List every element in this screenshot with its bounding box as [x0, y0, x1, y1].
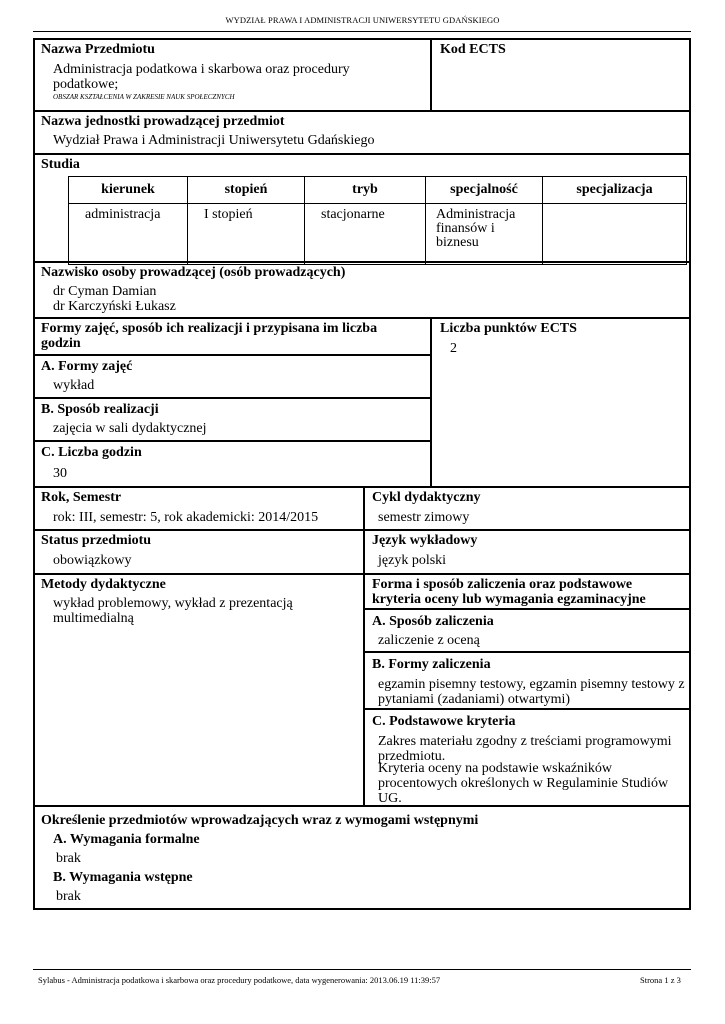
- cycle-label: Cykl dydaktyczny: [372, 490, 481, 505]
- unit-name: Wydział Prawa i Administracji Uniwersytetu Gdańskiego: [53, 133, 375, 148]
- lecturers-label: Nazwisko osoby prowadzącej (osób prowadzących): [41, 265, 346, 280]
- header-rule: [33, 31, 691, 32]
- prerequisites-a-value: brak: [56, 851, 81, 866]
- forms-c-value: 30: [53, 466, 67, 481]
- lecturer-2: dr Karczyński Łukasz: [53, 299, 176, 314]
- assessment-label: Forma i sposób zaliczenia oraz podstawowe kryteria oceny lub wymagania egzaminacyjne: [372, 577, 646, 607]
- cell-tryb: stacjonarne: [305, 204, 426, 265]
- footer-rule: [33, 969, 691, 970]
- status-value: obowiązkowy: [53, 553, 132, 568]
- subject-name-label: Nazwa Przedmiotu: [41, 42, 155, 57]
- forms-b-value: zajęcia w sali dydaktycznej: [53, 421, 207, 436]
- subject-area: OBSZAR KSZTAŁCENIA W ZAKRESIE NAUK SPOŁECZNYCH: [53, 93, 235, 101]
- year-label: Rok, Semestr: [41, 490, 122, 505]
- footer-text: Sylabus - Administracja podatkowa i skarbowa oraz procedury podatkowe, data wygenerowania: 2013.06.19 11:39:57: [38, 975, 441, 985]
- assessment-b-value: egzamin pisemny testowy, egzamin pisemny testowy z pytaniami (zadaniami) otwartymi): [378, 677, 685, 707]
- prerequisites-b-value: brak: [56, 889, 81, 904]
- methods-value: wykład problemowy, wykład z prezentacją multimedialną: [53, 596, 293, 626]
- ects-code-label: Kod ECTS: [440, 42, 506, 57]
- assessment-c-value-1: Zakres materiału zgodny z treściami programowymi przedmiotu.: [378, 734, 672, 764]
- assessment-a-label: A. Sposób zaliczenia: [372, 614, 494, 629]
- cycle-value: semestr zimowy: [378, 510, 470, 525]
- language-value: język polski: [378, 553, 447, 568]
- studies-table: [68, 176, 687, 265]
- col-stopien: stopień: [188, 177, 305, 204]
- col-kierunek: kierunek: [69, 177, 188, 204]
- assessment-a-value: zaliczenie z oceną: [378, 633, 480, 648]
- forms-a-value: wykład: [53, 378, 95, 393]
- unit-label: Nazwa jednostki prowadzącej przedmiot: [41, 114, 285, 129]
- cell-specjalizacja: [543, 204, 687, 265]
- forms-b-label: B. Sposób realizacji: [41, 402, 159, 417]
- assessment-c-value-2: Kryteria oceny na podstawie wskaźników procentowych określonych w Regulaminie Studiów UG.: [378, 761, 669, 806]
- page-header: WYDZIAŁ PRAWA I ADMINISTRACJI UNIWERSYTETU GDAŃSKIEGO: [225, 15, 500, 25]
- page-number: Strona 1 z 3: [640, 975, 681, 985]
- col-specjalizacja: specjalizacja: [543, 177, 687, 204]
- ects-points-label: Liczba punktów ECTS: [440, 321, 577, 336]
- year-value: rok: III, semestr: 5, rok akademicki: 2014/2015: [53, 510, 319, 525]
- col-tryb: tryb: [305, 177, 426, 204]
- prerequisites-b-label: B. Wymagania wstępne: [53, 870, 193, 885]
- studies-label: Studia: [41, 157, 80, 172]
- assessment-b-label: B. Formy zaliczenia: [372, 657, 491, 672]
- prerequisites-a-label: A. Wymagania formalne: [53, 832, 200, 847]
- assessment-c-label: C. Podstawowe kryteria: [372, 714, 516, 729]
- lecturer-1: dr Cyman Damian: [53, 284, 157, 299]
- forms-label: Formy zajęć, sposób ich realizacji i przypisana im liczba godzin: [41, 321, 378, 351]
- forms-c-label: C. Liczba godzin: [41, 445, 142, 460]
- language-label: Język wykładowy: [372, 533, 478, 548]
- forms-a-label: A. Formy zajęć: [41, 359, 133, 374]
- methods-label: Metody dydaktyczne: [41, 577, 166, 592]
- ects-points-value: 2: [450, 341, 457, 356]
- status-label: Status przedmiotu: [41, 533, 152, 548]
- cell-kierunek: administracja: [69, 204, 188, 265]
- subject-name: Administracja podatkowa i skarbowa oraz procedury podatkowe;: [53, 62, 350, 92]
- col-specjalnosc: specjalność: [426, 177, 543, 204]
- cell-specjalnosc: Administracja finansów i biznesu: [426, 204, 543, 265]
- cell-stopien: I stopień: [188, 204, 305, 265]
- prerequisites-label: Określenie przedmiotów wprowadzających wraz z wymogami wstępnymi: [41, 813, 479, 828]
